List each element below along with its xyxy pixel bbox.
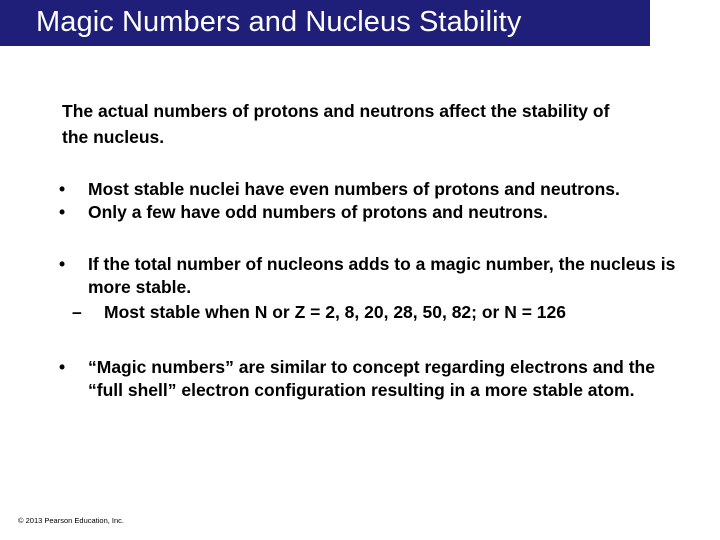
bullet-item — [59, 178, 682, 201]
intro-paragraph: The actual numbers of protons and neutrons affect the stability of the nucleus. — [62, 101, 610, 147]
bullet-text: If the total number of nucleons adds to a magic number, the nucleus is more stable. — [88, 254, 676, 297]
bullet-text: Only a few have odd numbers of protons and neutrons. — [88, 202, 548, 222]
bullet-symbol: • — [59, 254, 66, 274]
sub-bullet-text: Most stable when N or Z = 2, 8, 20, 28, 50, 82; or N = 126 — [104, 302, 566, 322]
bullet-text: “Magic numbers” are similar to concept regarding electrons and the “full shell” electron configuration resulting in a more stable atom. — [88, 357, 655, 400]
sub-bullet-symbol: – — [72, 302, 82, 322]
copyright-notice: © 2013 Pearson Education, Inc. — [18, 516, 125, 525]
bullet-item — [59, 253, 682, 299]
bullet-list — [59, 178, 682, 402]
bullet-text: Most stable nuclei have even numbers of protons and neutrons. — [88, 179, 620, 199]
bullet-symbol: • — [59, 179, 66, 199]
title-bar — [0, 0, 720, 46]
bullet-item — [59, 356, 682, 402]
bullet-symbol: • — [59, 357, 66, 377]
bullet-symbol: • — [59, 202, 66, 222]
page-title: Magic Numbers and Nucleus Stability — [36, 6, 522, 38]
bullet-item — [59, 201, 682, 224]
sub-bullet-item — [72, 301, 682, 324]
